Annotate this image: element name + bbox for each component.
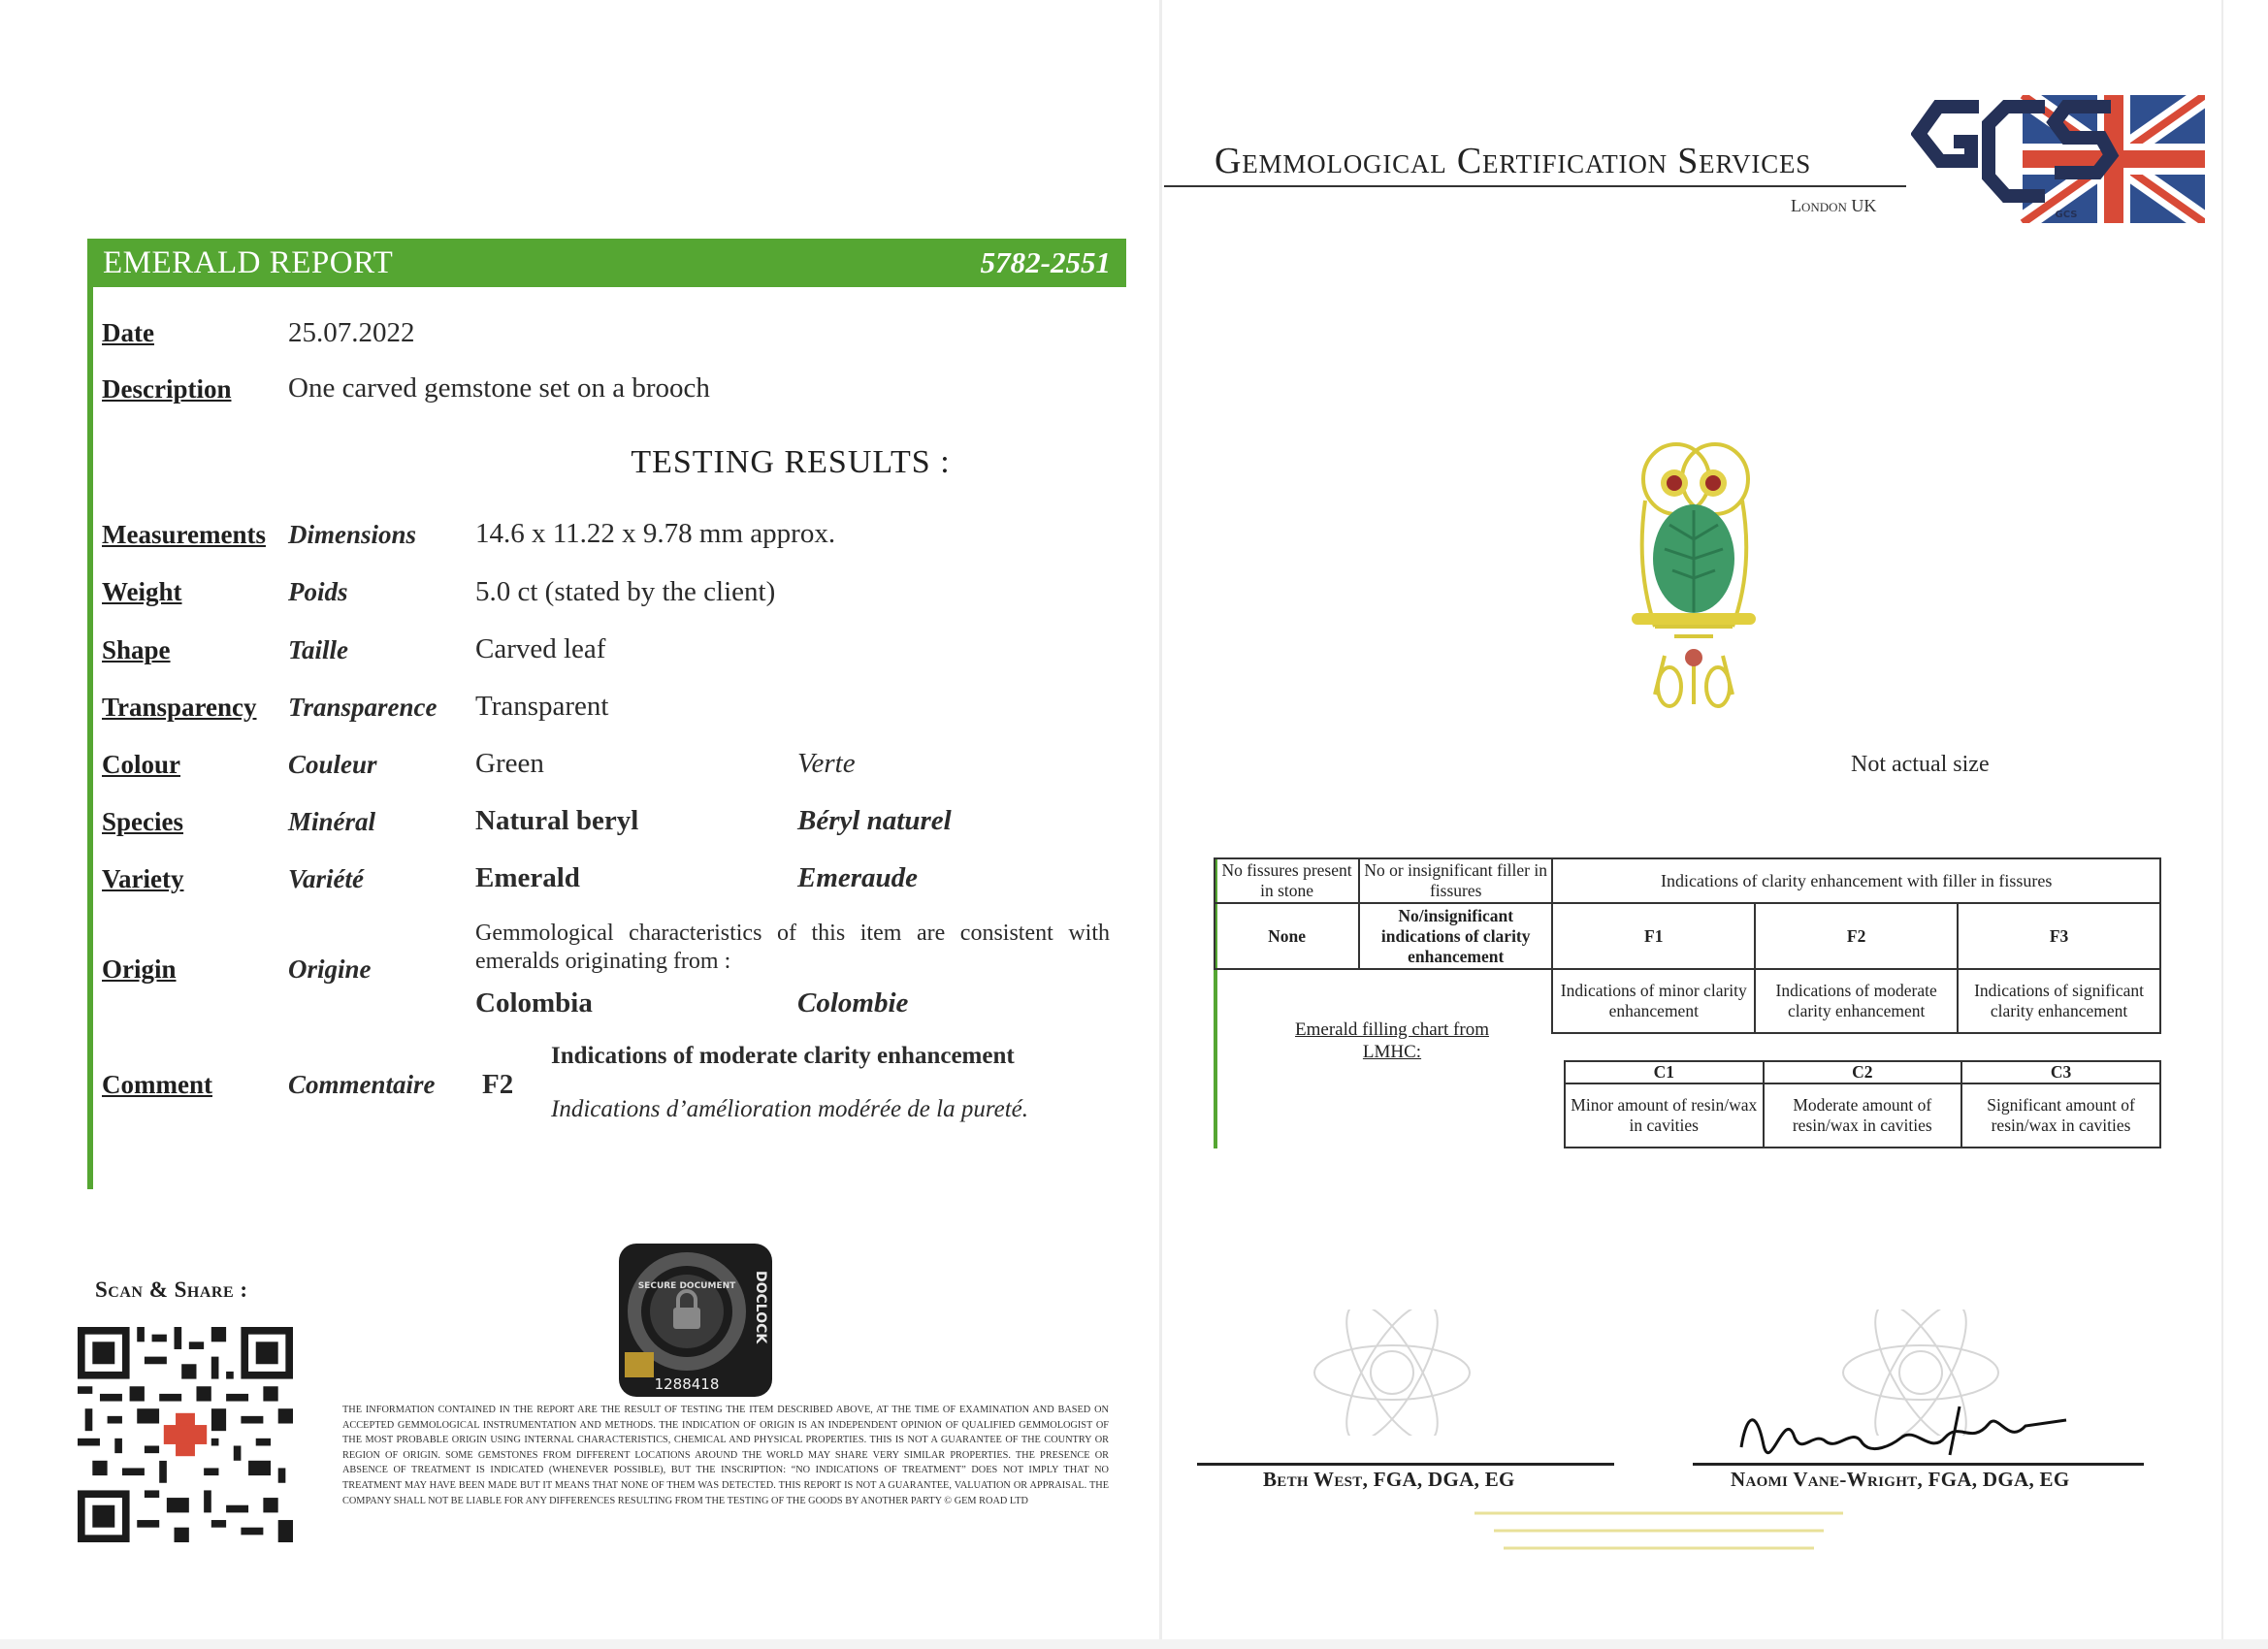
report-header bbox=[87, 239, 1126, 287]
cell-none: None bbox=[1215, 903, 1359, 969]
origin-label: Origin bbox=[102, 954, 177, 984]
date-value: 25.07.2022 bbox=[288, 317, 415, 348]
measurements-value: 14.6 x 11.22 x 9.78 mm approx. bbox=[475, 518, 836, 549]
transparency-fr-label: Transparence bbox=[288, 693, 437, 722]
transparency-label: Transparency bbox=[102, 693, 257, 722]
report-border bbox=[87, 287, 93, 1189]
organization-name: Gemmological Certification Services bbox=[1215, 141, 1812, 181]
clarity-enhancement-table bbox=[1214, 857, 2161, 1034]
date-label: Date bbox=[102, 318, 154, 347]
hologram-serial: 1288418 bbox=[654, 1375, 720, 1393]
cell-c2: C2 bbox=[1764, 1061, 1962, 1083]
lock-icon bbox=[673, 1308, 700, 1329]
colour-value: Green bbox=[475, 748, 544, 779]
origin-fr-label: Origine bbox=[288, 954, 372, 984]
page-bottom-edge bbox=[0, 1639, 2268, 1649]
variety-value-fr: Emeraude bbox=[797, 862, 919, 893]
page-divider bbox=[1159, 0, 1162, 1649]
report-title: EMERALD REPORT bbox=[103, 244, 394, 280]
shape-label: Shape bbox=[102, 635, 171, 664]
signature-line-right bbox=[1693, 1463, 2144, 1466]
header-insignificant-filler: No or insignificant filler in fissures bbox=[1359, 858, 1552, 903]
hologram-text: SECURE DOCUMENT bbox=[637, 1281, 736, 1291]
colour-label: Colour bbox=[102, 750, 180, 779]
table-accent-lower bbox=[1214, 972, 1217, 1148]
cell-f1: F1 bbox=[1552, 903, 1755, 969]
species-label: Species bbox=[102, 807, 183, 836]
variety-value: Emerald bbox=[475, 862, 580, 893]
variety-fr-label: Variété bbox=[288, 864, 364, 893]
cell-no-insignificant: No/insignificant indications of clarity enhancement bbox=[1359, 903, 1552, 969]
comment-code: F2 bbox=[482, 1069, 514, 1100]
header-no-fissures: No fissures present in stone bbox=[1215, 858, 1359, 903]
doclock-hologram bbox=[619, 1244, 772, 1397]
measurements-fr-label: Dimensions bbox=[288, 520, 417, 549]
measurements-label: Measurements bbox=[102, 520, 266, 549]
image-caption: Not actual size bbox=[1851, 752, 1990, 777]
signatory-right: Naomi Vane-Wright, FGA, DGA, EG bbox=[1731, 1468, 2070, 1491]
shape-value: Carved leaf bbox=[475, 633, 606, 664]
cell-c3-description: Significant amount of resin/wax in cavities bbox=[1961, 1083, 2160, 1148]
origin-value: Colombia bbox=[475, 987, 593, 1018]
weight-value: 5.0 ct (stated by the client) bbox=[475, 576, 776, 607]
weight-label: Weight bbox=[102, 577, 182, 606]
transparency-value: Transparent bbox=[475, 691, 609, 722]
gcs-logo bbox=[1911, 95, 2205, 223]
cavity-filling-table bbox=[1564, 1060, 2161, 1148]
colour-value-fr: Verte bbox=[797, 748, 856, 779]
description-value: One carved gemstone set on a brooch bbox=[288, 372, 710, 404]
header-clarity-enhancement: Indications of clarity enhancement with filler in fissures bbox=[1552, 858, 2160, 903]
comment-value: Indications of moderate clarity enhancement bbox=[551, 1043, 1015, 1069]
cell-f2-description: Indications of moderate clarity enhancement bbox=[1755, 969, 1958, 1033]
testing-heading: TESTING RESULTS : bbox=[631, 444, 951, 480]
comment-label: Comment bbox=[102, 1070, 212, 1099]
comment-fr-label: Commentaire bbox=[288, 1070, 436, 1099]
variety-label: Variety bbox=[102, 864, 184, 893]
comment-value-fr: Indications d’amélioration modérée de la pureté. bbox=[551, 1096, 1029, 1122]
cell-c1-description: Minor amount of resin/wax in cavities bbox=[1565, 1083, 1764, 1148]
embossed-seal-left bbox=[1310, 1310, 1474, 1436]
logo-text: GCS bbox=[2055, 210, 2078, 220]
qr-code[interactable] bbox=[78, 1327, 293, 1542]
cell-c2-description: Moderate amount of resin/wax in cavities bbox=[1764, 1083, 1962, 1148]
emerald-owl-brooch-image bbox=[1616, 433, 1771, 714]
scan-share-label: Scan & Share : bbox=[95, 1277, 248, 1302]
species-fr-label: Minéral bbox=[288, 807, 376, 836]
cell-c1: C1 bbox=[1565, 1061, 1764, 1083]
signature-line-left bbox=[1197, 1463, 1614, 1466]
origin-statement: Gemmological characteristics of this item are consistent with emeralds originating from : bbox=[475, 921, 1110, 974]
security-microtext bbox=[1474, 1505, 1843, 1556]
species-value-fr: Béryl naturel bbox=[797, 805, 952, 836]
signatory-left: Beth West, FGA, DGA, EG bbox=[1263, 1468, 1515, 1491]
cell-c3: C3 bbox=[1961, 1061, 2160, 1083]
cell-f3-description: Indications of significant clarity enhancement bbox=[1958, 969, 2160, 1033]
disclaimer-text: THE INFORMATION CONTAINED IN THE REPORT ARE THE RESULT OF TESTING THE ITEM DESCRIBED ABOVE, AT THE TIME OF EXAMINATION AND BASED ON ACCEPTED GEMMOLOGICAL INSTRUMENTATION AND METHODS. THE INDICATION OF ORIGIN IS AN INDEPENDENT OPINION OF QUALIFIED GEMMOLOGIST OF THE MOST PROBABLE ORIGIN USING INTERNAL CHARACTERISTICS, CHEMICAL AND PHYSICAL PROPERTIES. THIS IS NOT A GUARANTEE OF THE COUNTRY OR REGION OF ORIGIN. SOME GEMSTONES FROM DIFFERENT LOCATIONS AROUND THE WORLD MAY SHARE VERY SIMILAR PROPERTIES. THE PRESENCE OR ABSENCE OF TREATMENT IS INDICATED (WHENEVER POSSIBLE), BUT THE INSCRIPTION: “NO INDICATIONS OF TREATMENT” DOES NOT IMPLY THAT NO TREATMENT MAY HAVE BEEN MADE BUT IT MEANS THAT NONE OF THEM WAS DETECTED. THIS REPORT IS NOT A GUARANTEE, VALUATION OR APPRAISAL. THE COMPANY SHALL NOT BE LIABLE FOR ANY DIFFERENCES RESULTING FROM THE TESTING OF THE GOODS BY ANOTHER PARTY © GEM ROAD LTD bbox=[342, 1405, 1109, 1506]
cell-f1-description: Indications of minor clarity enhancement bbox=[1552, 969, 1755, 1033]
cell-f2: F2 bbox=[1755, 903, 1958, 969]
report-number: 5782-2551 bbox=[980, 245, 1111, 279]
emerald-filling-chart-link[interactable]: Emerald filling chart from LMHC: bbox=[1295, 1019, 1489, 1062]
hologram-brand: DOCLOCK bbox=[753, 1271, 768, 1344]
cell-f3: F3 bbox=[1958, 903, 2160, 969]
description-label: Description bbox=[102, 374, 232, 404]
colour-fr-label: Couleur bbox=[288, 750, 377, 779]
page-edge bbox=[2221, 0, 2223, 1649]
origin-value-fr: Colombie bbox=[797, 987, 909, 1018]
weight-fr-label: Poids bbox=[288, 577, 348, 606]
organization-rule bbox=[1164, 185, 1906, 187]
organization-location: London UK bbox=[1791, 196, 1877, 215]
shape-fr-label: Taille bbox=[288, 635, 349, 664]
species-value: Natural beryl bbox=[475, 805, 639, 836]
